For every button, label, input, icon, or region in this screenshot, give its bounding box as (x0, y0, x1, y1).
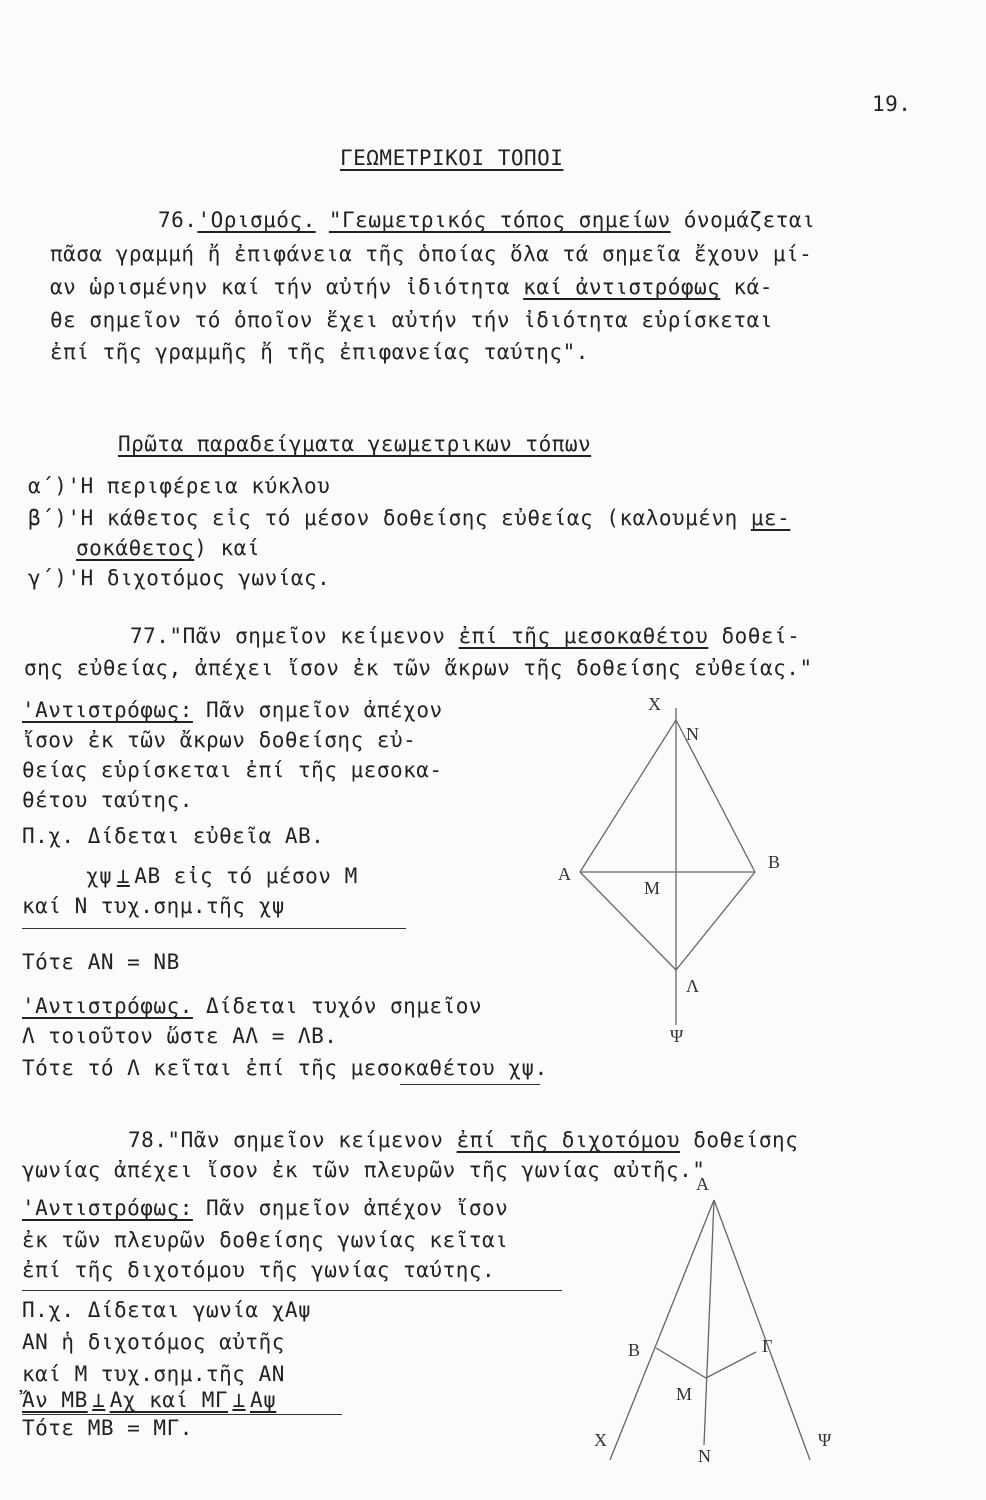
sec78-rule-1 (22, 1290, 562, 1291)
sec77-converse-line-3: θείας εὑρίσκεται ἐπί τῆς μεσοκα- (22, 758, 443, 782)
sec78-line-2: γωνίας ἀπέχει ἴσον ἐκ τῶν πλευρῶν τῆς γωνίας αὐτῆς." (22, 1158, 706, 1182)
sec78-example-line-3: καί Μ τυχ.σημ.τῆς ΑΝ (22, 1362, 285, 1386)
example-b-tail: ) καί (194, 536, 261, 560)
label-n: Ν (686, 724, 699, 744)
sec77-rule-1 (22, 928, 406, 929)
label-m-2: Μ (676, 1384, 693, 1404)
sec77-ex2-text: ΑΒ εἰς τό μέσον Μ (134, 864, 358, 888)
sec77-l1-term: ἐπί τῆς μεσοκαθέτου (458, 624, 709, 648)
perpendiculars-mb-mg (656, 1348, 756, 1378)
label-x: Χ (648, 694, 661, 714)
label-x-2: Χ (594, 1430, 607, 1450)
sec78-converse-line-2: ἐκ τῶν πλευρῶν δοθείσης γωνίας κεῖται (22, 1228, 509, 1252)
example-b-line-2 (76, 538, 260, 559)
sec78-l1-a: 78."Πᾶν σημεῖον κείμενον (128, 1128, 444, 1152)
sec76-line-1 (158, 210, 815, 231)
definition-term: "Γεωμετρικός τόπος σημείων (328, 208, 671, 232)
sec78-ex4-a: Ἄν ΜΒ (22, 1388, 88, 1412)
sec77-line-1 (130, 626, 800, 647)
sec77-converse-line-1 (22, 700, 443, 721)
xy-line-label: χψ (86, 864, 113, 888)
sec78-converse-line-3: ἐπί τῆς διχοτόμου τῆς γωνίας ταύτης. (22, 1258, 496, 1282)
sec78-ex4-b: Αχ καί ΜΓ (109, 1388, 229, 1412)
sec78-l1-b: δοθείσης (693, 1128, 799, 1152)
example-b-text: β΄)'Η κάθετος εἰς τό μέσον δοθείσης εὐθείας (καλουμένη (28, 506, 738, 530)
examples-heading: Πρῶτα παραδείγματα γεωμετρικων τόπων (118, 432, 592, 456)
sec76-line-3 (50, 277, 773, 298)
perpendicular-symbol-2: ⊥ (92, 1388, 106, 1412)
label-l: Λ (686, 976, 700, 996)
sec76-l3-c: κά- (733, 275, 773, 299)
example-b-term-1: με- (750, 506, 791, 530)
example-b-term-2: σοκάθετος (76, 536, 195, 560)
label-m: Μ (644, 878, 661, 898)
sec78-then: Τότε ΜΒ = ΜΓ. (22, 1416, 193, 1440)
sec76-number: 76. (158, 208, 198, 232)
perpendicular-bisector-figure (540, 680, 800, 1050)
perpendicular-symbol-3: ⊥ (232, 1388, 246, 1412)
sec77-converse-text: Πᾶν σημεῖον ἀπέχον (206, 698, 443, 722)
angle-bisector-figure (580, 1160, 860, 1480)
sec77-l1-a: 77."Πᾶν σημεῖον κείμενον (130, 624, 446, 648)
label-n-2: Ν (698, 1446, 711, 1466)
sec78-l1-term: ἐπί τῆς διχοτόμου (456, 1128, 681, 1152)
sec76-l3-a: αν ὡρισμένην καί τήν αὐτήν ἰδιότητα (50, 275, 511, 299)
sec78-example-line-2: ΑΝ ἡ διχοτόμος αὐτῆς (22, 1330, 285, 1354)
sec78-converse-label: 'Αντιστρόφως: (22, 1196, 193, 1220)
sec77-l1-b: δοθεί- (721, 624, 801, 648)
sec76-line-4: θε σημεῖον τό ὁποῖον ἔχει αὐτήν τήν ἰδιότητα εὑρίσκεται (50, 308, 773, 332)
sec77-converse-label: 'Αντιστρόφως: (22, 698, 193, 722)
sec76-l3-converse: καί ἀντιστρόφως (523, 275, 721, 299)
sec78-line-1 (128, 1130, 798, 1151)
sec77-converse2-line-3: Τότε τό Λ κεῖται ἐπί τῆς μεσοκαθέτου χψ. (22, 1056, 548, 1080)
sec77-converse-line-4: θέτου ταύτης. (22, 788, 193, 812)
sec77-converse2-text: Δίδεται τυχόν σημεῖον (206, 994, 483, 1018)
definition-label: 'Ορισμός. (197, 208, 316, 232)
sec78-example-line-1: Π.χ. Δίδεται γωνία χΑψ (22, 1298, 312, 1322)
label-b-2: Β (628, 1340, 641, 1360)
label-g: Γ (762, 1336, 773, 1356)
bisector-an (704, 1200, 714, 1445)
example-b-line-1 (28, 508, 790, 529)
label-b: Β (768, 852, 781, 872)
sec78-converse-line-1 (22, 1198, 508, 1219)
label-a-2: Α (696, 1174, 709, 1194)
sec77-line-2: σης εὐθείας, ἀπέχει ἴσον ἐκ τῶν ἄκρων τῆς δοθείσης εὐθείας." (24, 656, 813, 680)
page-number: 19. (872, 92, 912, 116)
sec76-line-5: ἐπί τῆς γραμμῆς ἤ τῆς ἐπιφανείας ταύτης". (50, 340, 589, 364)
sec78-converse-text: Πᾶν σημεῖον ἀπέχον ἴσον (206, 1196, 509, 1220)
label-psi-2: Ψ (818, 1430, 832, 1450)
ray-apsi (714, 1200, 810, 1460)
sec78-rule-2 (22, 1414, 342, 1415)
sec77-then: Τότε ΑΝ = ΝΒ (22, 950, 180, 974)
sec77-converse2-label: 'Αντιστρόφως. (22, 994, 193, 1018)
label-a: Α (558, 864, 571, 884)
sec76-l1-rest: όνομάζεται (683, 208, 816, 232)
sec77-example-line-3: καί Ν τυχ.σημ.τῆς χψ (22, 894, 285, 918)
sec77-converse2-line-2: Λ τοιοῦτον ὥστε ΑΛ = ΛΒ. (22, 1024, 338, 1048)
sec77-example-line-2 (86, 866, 358, 887)
segment-an-nb (580, 720, 755, 872)
sec78-example-line-4 (22, 1390, 276, 1411)
example-a: α΄)'Η περιφέρεια κύκλου (28, 474, 331, 498)
ray-ax (610, 1200, 714, 1460)
page-title: ΓΕΩΜΕΤΡΙΚΟΙ ΤΟΠΟΙ (340, 146, 564, 170)
sec77-converse2-line-1 (22, 996, 482, 1017)
label-psi: Ψ (670, 1026, 684, 1046)
segment-al-lb (580, 872, 755, 970)
sec77-rule-2 (400, 1084, 540, 1085)
perpendicular-symbol: ⊥ (116, 864, 130, 888)
sec77-converse-line-2: ἴσον ἐκ τῶν ἄκρων δοθείσης εὐ- (22, 728, 417, 752)
sec76-line-2: πᾶσα γραμμή ἤ ἐπιφάνεια τῆς ὁποίας ὅλα τά σημεῖα ἔχουν μί- (50, 242, 813, 266)
sec77-example-line-1: Π.χ. Δίδεται εὐθεῖα ΑΒ. (22, 824, 325, 848)
example-c: γ΄)'Η διχοτόμος γωνίας. (28, 566, 331, 590)
sec78-ex4-c: Αψ (250, 1388, 277, 1412)
